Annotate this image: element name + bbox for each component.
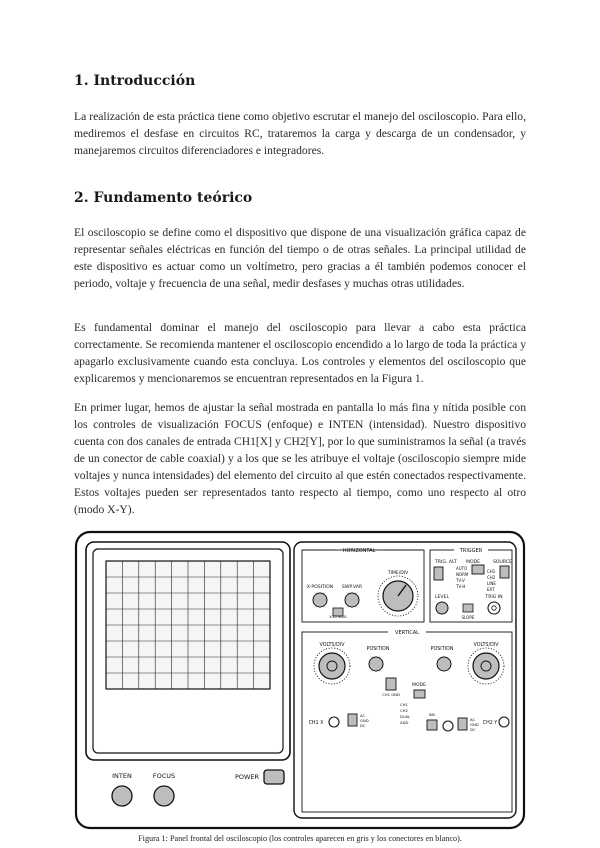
oscilloscope-panel-drawing bbox=[70, 528, 530, 834]
ch1-connector[interactable] bbox=[329, 717, 339, 727]
time-div-label: TIME/DIV bbox=[387, 571, 409, 576]
figure-caption: Figura 1: Panel frontal del osciloscopio (los controles aparecen en gris y los conectores en blanco). bbox=[138, 834, 462, 843]
inten-knob[interactable] bbox=[112, 786, 132, 806]
x10-mag-label: X10 MAG bbox=[329, 614, 347, 619]
focus-label: FOCUS bbox=[152, 772, 176, 780]
source-option: EXT bbox=[487, 587, 495, 592]
source-label: SOURCE bbox=[493, 560, 512, 565]
vertical-mode-selector[interactable] bbox=[414, 690, 425, 698]
power-button[interactable] bbox=[264, 770, 284, 784]
horizontal-label: HORIZONTAL bbox=[342, 548, 376, 554]
ch1-coupling-option: DC bbox=[360, 723, 366, 728]
ch1-connector-label: CH1 X bbox=[308, 721, 324, 726]
source-option: CH1 bbox=[487, 569, 496, 574]
level-knob[interactable] bbox=[436, 602, 448, 614]
swp-var-label: SWP.VAR bbox=[341, 585, 363, 590]
vertical-mode-option: CH1 bbox=[400, 702, 408, 707]
slope-button[interactable] bbox=[463, 604, 473, 612]
source-option: LINE bbox=[487, 581, 496, 586]
section-heading-fundamento: 2. Fundamento teórico bbox=[74, 190, 253, 206]
ch2-volts-div-label: VOLTS/DIV bbox=[473, 643, 499, 648]
ch1-volts-div-label: VOLTS/DIV bbox=[319, 643, 345, 648]
inten-label: INTEN bbox=[112, 772, 132, 780]
trig-alt-label: TRIG. ALT bbox=[435, 560, 457, 565]
trig-in-label: TRIG IN bbox=[485, 595, 503, 600]
oscilloscope-figure bbox=[70, 528, 530, 838]
mode-option: TV-V bbox=[456, 578, 465, 583]
focus-knob[interactable] bbox=[154, 786, 174, 806]
x-position-knob[interactable] bbox=[313, 593, 327, 607]
paragraph-manejo: Es fundamental dominar el manejo del osciloscopio para llevar a cabo esta práctica correctamente. Se recomienda mantener el osciloscopio encendido a lo largo de toda la práctica y apagarlo exclusivamente cuando esta concluya. Los controles y elementos del osciloscopio que explicaremos y mencionaremos se encuentran representados en la Figura 1. bbox=[74, 321, 526, 385]
ch2-position-label: POSITION bbox=[430, 647, 454, 652]
mode-option: TV-H bbox=[456, 584, 466, 589]
trigger-label: TRIGGER bbox=[459, 548, 483, 554]
ch1-gnd-button[interactable] bbox=[386, 678, 396, 690]
ch1-position-label: POSITION bbox=[366, 647, 390, 652]
paragraph-definicion: El osciloscopio se define como el dispositivo que dispone de una visualización gráfica capaz de representar señales eléctricas en función del tiempo o de otras señales. La principal utilidad de este dispositivo es actuar como un voltímetro, pero gracias a él también podemos conocer el periodo, voltaje y frecuencia de una señal, medir desfases y muchas otras utilidades. bbox=[74, 226, 526, 290]
ch2-connector-label: CH2 Y bbox=[482, 721, 498, 726]
inv-button[interactable] bbox=[427, 720, 437, 730]
vertical-mode-option: ADD bbox=[400, 720, 409, 725]
swp-var-knob[interactable] bbox=[345, 593, 359, 607]
section-heading-introduccion: 1. Introducción bbox=[74, 73, 196, 89]
trig-alt-switch[interactable] bbox=[434, 567, 443, 580]
mode-option: AUTO bbox=[456, 566, 468, 571]
ch2-gnd-connector[interactable] bbox=[443, 721, 453, 731]
vertical-label: VERTICAL bbox=[395, 630, 419, 636]
ch2-coupling-option: AC bbox=[470, 717, 476, 722]
source-option: CH2 bbox=[487, 575, 496, 580]
ch1-coupling-option: GND bbox=[360, 718, 369, 723]
ch1-coupling-switch[interactable] bbox=[348, 714, 357, 726]
level-label: LEVEL bbox=[434, 595, 450, 600]
mode-label: MODE bbox=[466, 560, 481, 565]
ch2-coupling-switch[interactable] bbox=[458, 718, 467, 730]
paragraph-controles: En primer lugar, hemos de ajustar la señal mostrada en pantalla lo más fina y nítida posible con los controles de visualización FOCUS (enfoque) e INTEN (intensidad). Nuestro dispositivo cuenta con dos canales de entrada CH1[X] y CH2[Y], por lo que suministramos la señal (a través de un conector de cable coaxial) y a los que se les atribuye el voltaje (osciloscopio siempre mide voltajes y nunca intensidades) del elemento del circuito al que estén conectados respectivamente. Estos voltajes pueden ser representados tanto respecto al tiempo, como uno respecto al otro (modo X-Y). bbox=[74, 401, 526, 516]
ch2-connector[interactable] bbox=[499, 717, 509, 727]
ch1-position-knob[interactable] bbox=[369, 657, 383, 671]
ch2-coupling-option: DC bbox=[470, 727, 476, 732]
x-position-label: X-POSITION bbox=[306, 585, 334, 590]
source-selector[interactable] bbox=[500, 566, 509, 578]
ch2-position-knob[interactable] bbox=[437, 657, 451, 671]
ch2-coupling-option: GND bbox=[470, 722, 479, 727]
paragraph-introduccion: La realización de esta práctica tiene como objetivo escrutar el manejo del osciloscopio. Para ello, mediremos el desfase en circuitos RC, trataremos la carga y descarga de un condensador, y manejaremos circuitos diferenciadores e integradores. bbox=[74, 110, 526, 157]
vertical-mode-option: CH2 bbox=[400, 708, 408, 713]
vertical-mode-label: MODE bbox=[411, 683, 427, 688]
mode-option: NORM bbox=[456, 572, 469, 577]
slope-label: SLOPE bbox=[461, 615, 475, 620]
mode-selector[interactable] bbox=[472, 565, 484, 574]
vertical-mode-option: DUAL bbox=[400, 714, 411, 719]
inv-label: INV bbox=[428, 712, 436, 717]
ch1-gnd-label: CH1 GND bbox=[382, 692, 400, 697]
ch1-coupling-option: AC bbox=[360, 713, 366, 718]
power-label: POWER bbox=[234, 773, 260, 781]
